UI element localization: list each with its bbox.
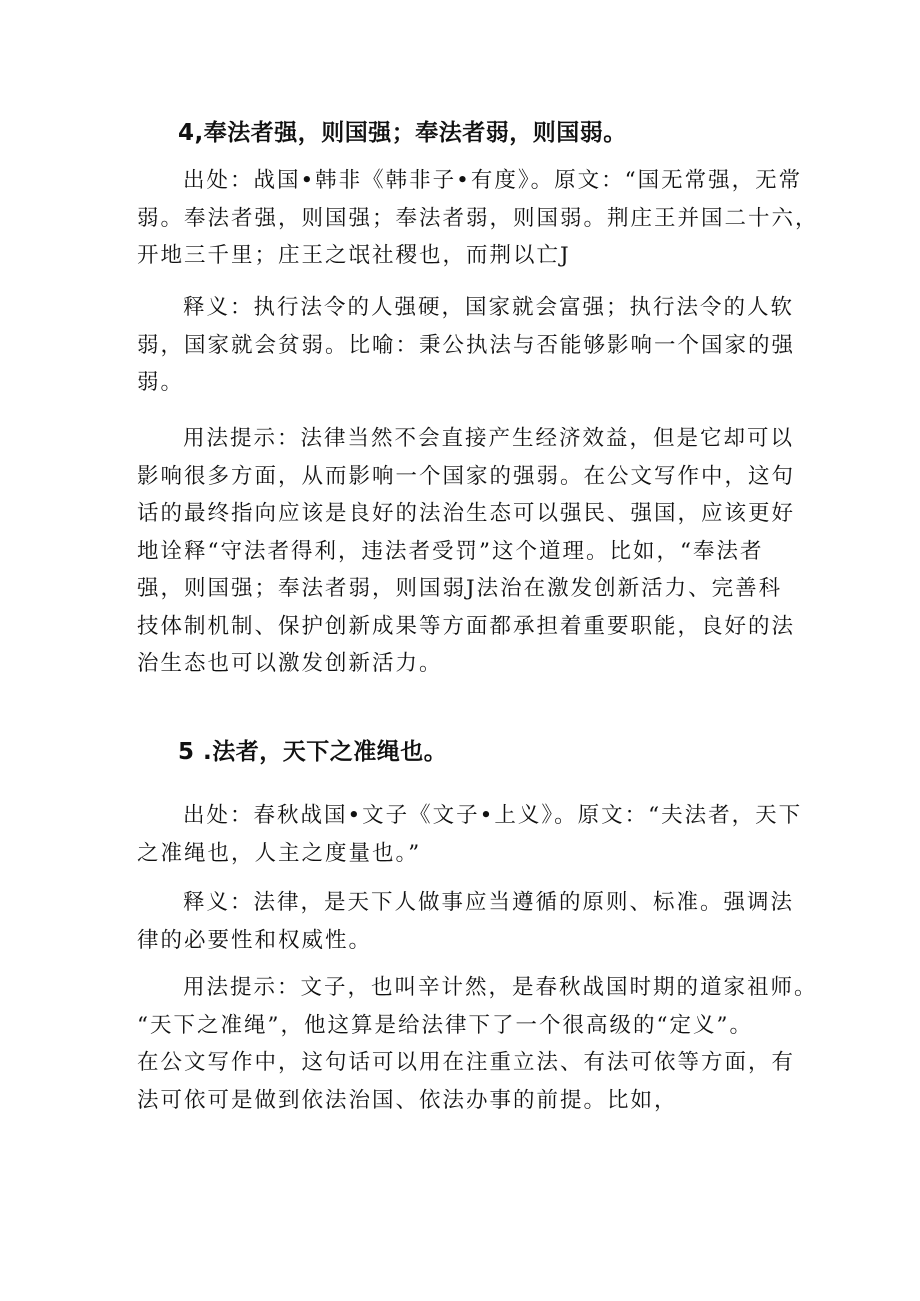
text-line: 之准绳也，人主之度量也。” (137, 840, 422, 866)
text-line: 弱。奉法者强，则国强；奉法者弱，则国弱。荆庄王并国二十六， (137, 205, 819, 231)
text-line: 地诠释“守法者得利，违法者受罚”这个道理。比如，“奉法者 (137, 538, 764, 564)
text-line: 用法提示：法律当然不会直接产生经济效益，但是它却可以 (183, 426, 795, 451)
text-line: 开地三千里；庄王之氓社稷也，而荆以亡J (137, 243, 571, 268)
text-line: 在公文写作中，这句话可以用在注重立法、有法可依等方面，有 (137, 1050, 796, 1075)
paragraph-source-4 (137, 162, 819, 275)
text-line: 释义：执行法令的人强硬，国家就会富强；执行法令的人软 (183, 295, 795, 320)
text-line: 话的最终指向应该是良好的法治生态可以强民、强国，应该更好 (137, 501, 796, 526)
text-line: 弱。 (137, 370, 185, 395)
text-line: 释义：法律，是天下人做事应当遵循的原则、标准。强调法 (183, 890, 795, 915)
text-line: 出处：春秋战国•文子《文子•上义》。原文：“夫法者，天下 (183, 803, 803, 828)
text-line: 法可依可是做到依法治国、依法办事的前提。比如， (137, 1087, 678, 1113)
text-line: 律的必要性和权威性。 (137, 927, 373, 953)
text-line: 治生态也可以激发创新活力。 (137, 651, 443, 676)
paragraph-usage-4 (137, 420, 797, 683)
paragraph-usage-5 (137, 969, 818, 1119)
text-line: 技体制机制、保护创新成果等方面都承担着重要职能，良好的法 (137, 613, 796, 639)
section-heading-4: 4,奉法者强，则国强；奉法者弱，则国弱。 (178, 120, 627, 146)
paragraph-meaning-4 (137, 289, 797, 402)
paragraph-source-5 (137, 797, 803, 872)
text-line: 出处：战国•韩非《韩非子•有度》。原文：“国无常强，无常 (183, 168, 803, 193)
text-line: 用法提示：文子，也叫辛计然，是春秋战国时期的道家祖师。 (183, 975, 818, 1000)
paragraph-meaning-5 (137, 884, 797, 959)
text-line: 影响很多方面，从而影响一个国家的强弱。在公文写作中，这句 (137, 463, 796, 489)
text-line: “天下之准绳”，他这算是给法律下了一个很高级的“定义”。 (137, 1012, 753, 1038)
section-heading-5: 5 .法者，天下之准绳也。 (178, 739, 448, 765)
text-line: 弱，国家就会贫弱。比喻：秉公执法与否能够影响一个国家的强 (137, 332, 796, 358)
text-line: 强，则国强；奉法者弱，则国弱J法治在激发创新活力、完善科 (137, 576, 783, 601)
